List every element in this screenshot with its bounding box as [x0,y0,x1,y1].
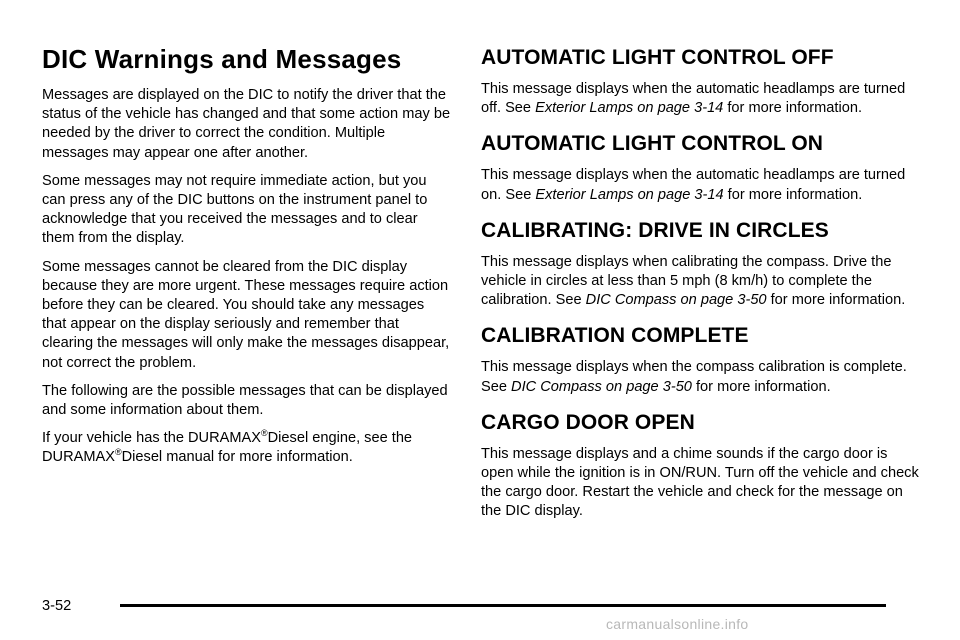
section-text [481,166,921,204]
section-heading: AUTOMATIC LIGHT CONTROL ON [481,132,824,156]
section-text-after: for more information. [723,186,863,203]
duramax-text-c: Diesel manual for more information. [121,449,353,466]
registered-mark-1: ® [261,428,268,439]
left-column [42,44,452,477]
section-heading: AUTOMATIC LIGHT CONTROL OFF [481,46,834,69]
section-text-before: This message displays when calibrating the compass. Drive the vehicle in circles at less than 5 mph (8 km/h) to complete the calibration. See [481,253,892,309]
section-heading: CALIBRATING: DRIVE IN CIRCLES [481,218,829,242]
cross-reference-link[interactable]: Exterior Lamps on page 3-14 [535,186,724,203]
section-auto-light-on [481,132,921,204]
section-calibration-complete [481,324,921,396]
intro-paragraph-1: Messages are displayed on the DIC to notify the driver that the status of the vehicle has changed and that some action may be needed by the driver to correct the condition. Multiple messages may appear one after another. [42,87,451,161]
section-text-after: for more information. [723,100,863,117]
section-cargo-door [481,411,921,522]
section-heading: CARGO DOOR OPEN [481,410,695,434]
section-text-before: This message displays when the automatic headlamps are turned on. See [481,167,906,203]
section-text [481,253,921,311]
cross-reference-link[interactable]: Exterior Lamps on page 3-14 [535,100,724,117]
duramax-text-b: Diesel engine, see the DURAMAX [42,430,413,466]
section-calibrating [481,219,921,311]
registered-mark-2: ® [114,447,122,458]
section-text-after: for more information. [691,378,831,395]
duramax-text-a: If your vehicle has the DURAMAX [42,430,261,447]
section-heading: CALIBRATION COMPLETE [481,324,749,348]
cross-reference-link[interactable]: DIC Compass on page 3-50 [511,378,692,395]
section-text-after: for more information. [766,292,906,309]
page-number: 3-52 [42,598,72,614]
watermark: carmanualsonline.info [606,616,749,632]
section-text [481,80,921,118]
intro-paragraph-4: The following are the possible messages that can be displayed and some information about them. [42,382,448,419]
section-auto-light-off [481,46,921,118]
page-title: DIC Warnings and Messages [42,44,402,74]
footer-divider [120,604,886,607]
right-column [481,46,921,536]
intro-paragraph-2: Some messages may not require immediate action, but you can press any of the DIC buttons on the instrument panel to acknowledge that you received the messages and to clear them from the display. [42,172,428,247]
section-text-before: This message displays when the compass calibration is complete. See [481,359,907,395]
duramax-paragraph [42,429,452,467]
section-text-before: This message displays when the automatic headlamps are turned off. See [481,81,906,117]
section-text: This message displays and a chime sounds if the cargo door is open while the ignition is in ON/RUN. Turn off the vehicle and check the cargo door. Restart the vehicle and check for the message on the DIC display. [481,445,919,520]
section-text [481,358,921,396]
cross-reference-link[interactable]: DIC Compass on page 3-50 [585,292,767,309]
intro-paragraph-3: Some messages cannot be cleared from the DIC display because they are more urgent. These messages require action before they can be cleared. You should take any messages that appear on the display seriously and remember that clearing the messages will only make the messages disappear, not correct the problem. [42,258,450,371]
